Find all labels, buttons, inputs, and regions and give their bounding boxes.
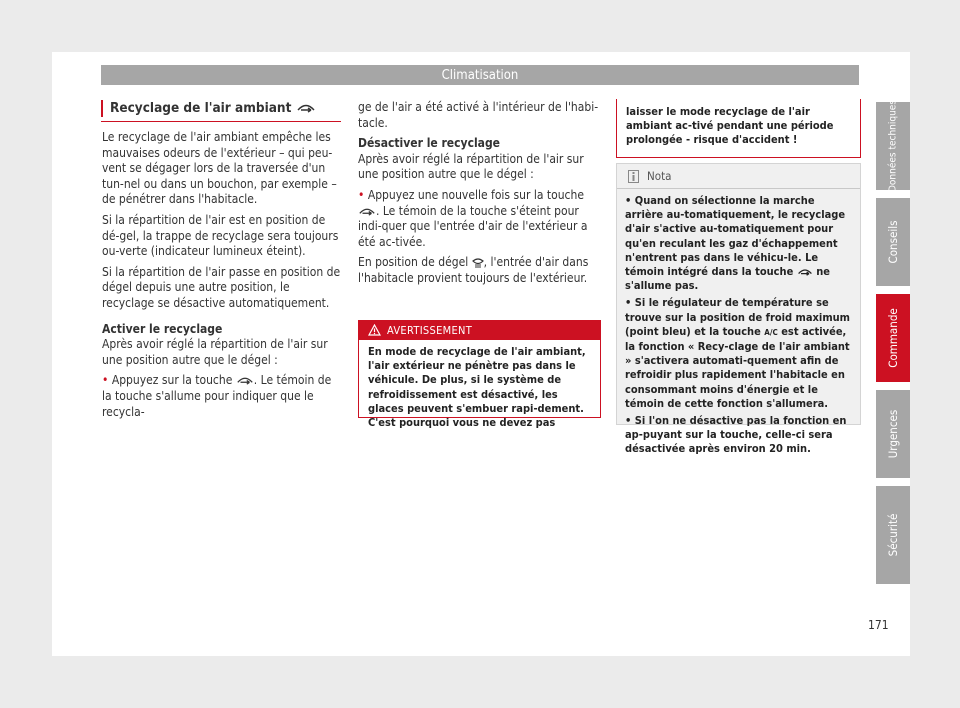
warning-triangle-icon [368, 324, 381, 336]
note-box [616, 163, 861, 456]
chapter-header: Climatisation [101, 65, 859, 85]
bullet-icon: • [102, 373, 109, 388]
subheading-activate: Activer le recyclage [102, 321, 223, 336]
section-title [101, 100, 349, 117]
note-bullet: • Si le régulateur de température se trouve sur la position de froid maximum (point bleu) et la touche A/C est activée, la fonction « Recy-clage de l'air ambiant » s'activera automati-quement afin de refroidir plus rapidement l'habitacle en consommant moins d'énergie et le témoin de cette fonction s'allumera. [625, 296, 850, 410]
recirculation-icon [358, 207, 376, 216]
paragraph: En position de dégel , l'entrée d'air dans l'habitacle provient toujours de l'extérieur. [358, 255, 589, 285]
note-bullet: • Si l'on ne désactive pas la fonction en ap-puyant sur la touche, celle-ci sera désactivée après environ 20 min. [625, 414, 847, 456]
column-1 [102, 130, 344, 425]
note-label: Nota [647, 169, 672, 183]
warning-text: En mode de recyclage de l'air ambiant, l'air extérieur ne pénètre pas dans le véhicule. De plus, si le système de refroidissement est désactivé, les glaces peuvent s'embuer rapi-dement. C'est pourquoi vous ne devez pas [368, 345, 586, 430]
sidebar-tab-securite[interactable]: Sécurité [876, 486, 910, 584]
page-number: 171 [868, 618, 889, 632]
warning-header [359, 321, 600, 340]
recirculation-icon [296, 103, 316, 113]
bullet-item: • Appuyez une nouvelle fois sur la touche . Le témoin de la touche s'éteint pour indi-quer que l'entrée d'air de l'extérieur a été ac-tivée. [358, 187, 588, 249]
defrost-icon [472, 257, 484, 269]
sidebar-tab-urgences[interactable]: Urgences [876, 390, 910, 478]
paragraph: Le recyclage de l'air ambiant empêche les mauvaises odeurs de l'extérieur – qui peu-vent se dégager lors de la traversée d'un tun-nel ou dans un bouchon, par exemple – de pénétrer dans l'habitacle. [102, 130, 337, 207]
warning-box-continued [616, 99, 861, 158]
ac-key-label: A/C [764, 327, 778, 337]
info-icon [628, 170, 639, 183]
note-bullet: • Quand on sélectionne la marche arrière au-tomatiquement, le recyclage d'air s'active au-tomatiquement pour qu'en reculant les gaz d'échappement n'entrent pas dans le véhicu-le. Le témoin intégré dans la touche ne s'allume pas. [625, 194, 846, 293]
section-title-text: Recyclage de l'air ambiant [110, 100, 292, 116]
column-2 [358, 100, 602, 292]
paragraph: Si la répartition de l'air passe en position de dégel depuis une autre position, le recyclage se désactive automatiquement. [102, 264, 341, 310]
sidebar-tab-commande[interactable]: Commande [876, 294, 910, 382]
recirculation-icon [236, 376, 254, 385]
note-text [617, 189, 860, 457]
warning-box [358, 320, 601, 430]
sidebar-tab-conseils[interactable]: Conseils [876, 198, 910, 286]
sidebar-tab-donnees-techniques[interactable]: Données techniques [876, 102, 910, 190]
bullet-icon: • [358, 187, 365, 202]
recirculation-icon [797, 268, 813, 276]
paragraph: Si la répartition de l'air est en position de dé-gel, la trappe de recyclage sera toujours ou-verte (indicateur lumineux éteint). [102, 212, 339, 259]
paragraph: Après avoir réglé la répartition de l'air sur une position autre que le dégel : [358, 151, 584, 182]
subheading-deactivate: Désactiver le recyclage [358, 136, 500, 151]
warning-label: AVERTISSEMENT [387, 324, 473, 337]
paragraph: Après avoir réglé la répartition de l'air sur une position autre que le dégel : [102, 337, 328, 367]
bullet-item: • Appuyez sur la touche . Le témoin de la touche s'allume pour indiquer que le recycla- [102, 373, 332, 419]
paragraph: ge de l'air a été activé à l'intérieur de l'habi-tacle. [358, 100, 599, 130]
title-rule [101, 121, 341, 122]
warning-text-continued: laisser le mode recyclage de l'air ambiant ac-tivé pendant une période prolongée - risque d'accident ! [626, 105, 834, 147]
note-header [617, 164, 860, 189]
